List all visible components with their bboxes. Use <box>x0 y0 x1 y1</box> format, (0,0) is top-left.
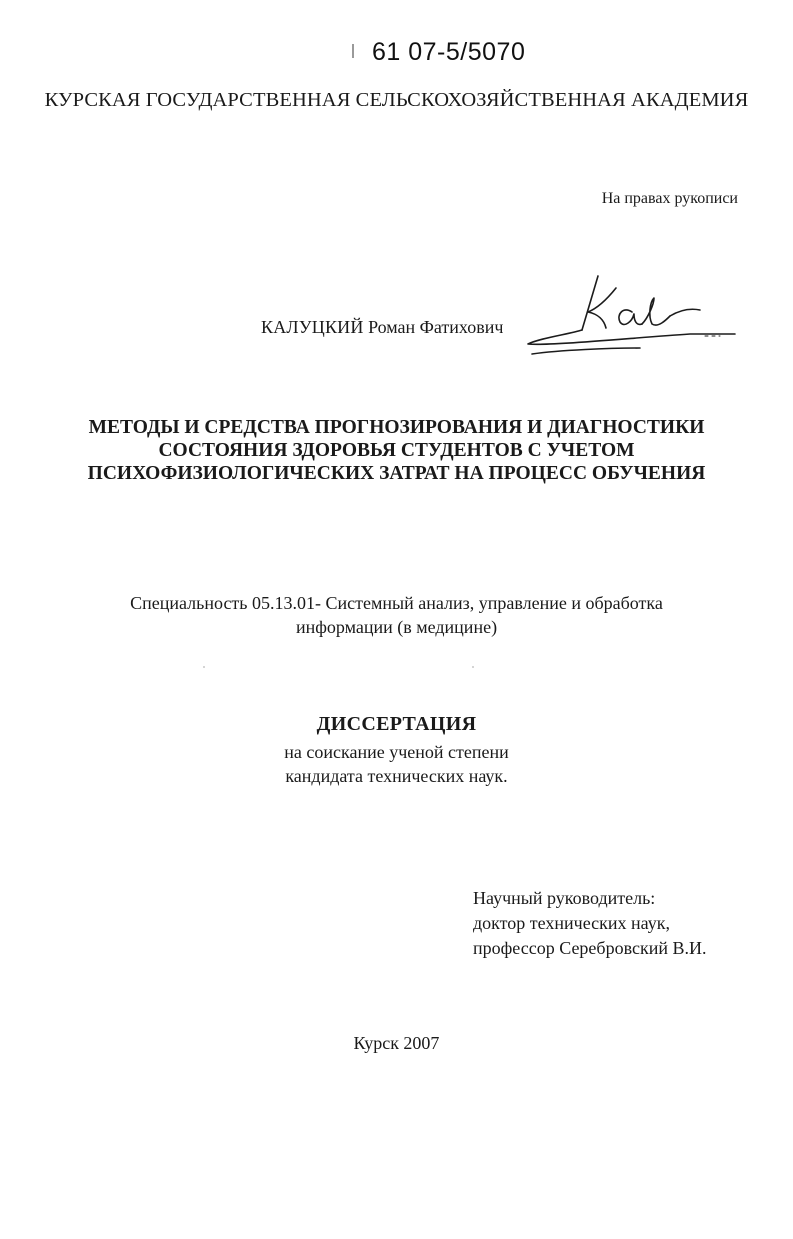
degree-line: на соискание ученой степени <box>284 742 509 762</box>
title-line: ПСИХОФИЗИОЛОГИЧЕСКИХ ЗАТРАТ НА ПРОЦЕСС ОБУЧЕНИЯ <box>87 463 706 484</box>
specialty-line: информации (в медицине) <box>295 617 498 637</box>
dissertation-degree <box>0 740 793 788</box>
author-line <box>261 317 503 338</box>
supervisor-line: доктор технических наук, <box>473 913 670 933</box>
city-year: Курск 2007 <box>353 1033 440 1053</box>
supervisor-line: Научный руководитель: <box>473 888 656 908</box>
author-given-names: Роман Фатихович <box>368 317 504 337</box>
title-line: МЕТОДЫ И СРЕДСТВА ПРОГНОЗИРОВАНИЯ И ДИАГНОСТИКИ <box>88 417 705 438</box>
scan-mark <box>352 44 354 58</box>
supervisor-block <box>473 886 706 961</box>
dissertation-heading: ДИССЕРТАЦИЯ <box>316 713 477 735</box>
specialty-block <box>0 591 793 639</box>
dissertation-title <box>0 416 793 485</box>
author-surname: КАЛУЦКИЙ <box>261 317 364 337</box>
signature <box>520 268 750 368</box>
scan-speck <box>203 666 205 668</box>
scan-speck <box>472 666 474 668</box>
rights-note: На правах рукописи <box>601 190 738 207</box>
specialty-line: Специальность 05.13.01- Системный анализ, управление и обработка <box>130 593 663 613</box>
archive-number: 61 07-5/5070 <box>372 38 526 66</box>
title-line: СОСТОЯНИЯ ЗДОРОВЬЯ СТУДЕНТОВ С УЧЕТОМ <box>158 440 635 461</box>
supervisor-line: профессор Серебровский В.И. <box>473 938 707 958</box>
degree-line: кандидата технических наук. <box>285 766 508 786</box>
organization-name: КУРСКАЯ ГОСУДАРСТВЕННАЯ СЕЛЬСКОХОЗЯЙСТВЕННАЯ АКАДЕМИЯ <box>44 89 749 111</box>
